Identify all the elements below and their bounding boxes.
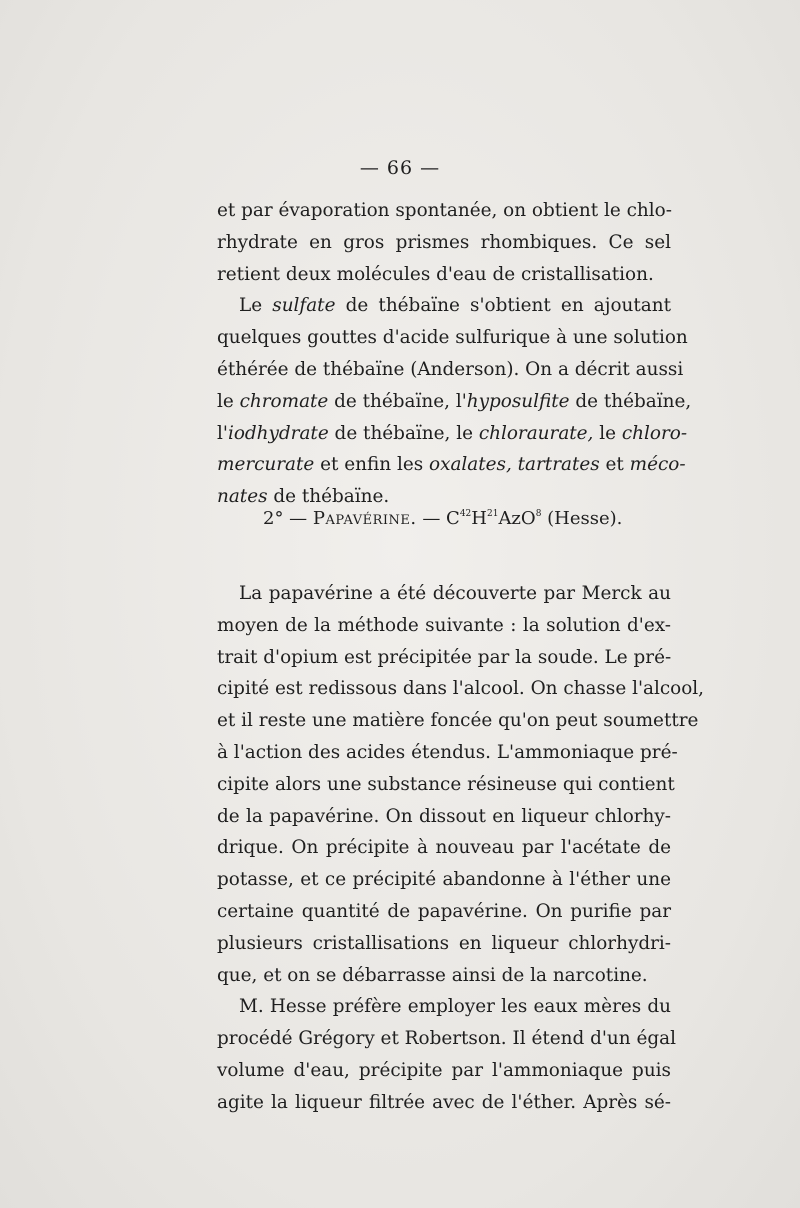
text-run: cipite alors une substance résineuse qui contient xyxy=(217,773,675,795)
italic-term: iodhydrate xyxy=(227,422,329,444)
formula-part: C xyxy=(446,508,460,529)
italic-term: chloraurate, xyxy=(478,422,594,444)
text-line xyxy=(217,610,671,642)
text-line xyxy=(217,801,671,833)
text-line xyxy=(217,928,671,960)
text-run: Le xyxy=(239,295,273,317)
text-line xyxy=(217,960,671,992)
text-line xyxy=(217,290,671,322)
text-run: potasse, et ce précipité abandonne à l'éther une xyxy=(217,869,671,891)
text-run: de thébaïne s'obtient en ajoutant xyxy=(335,295,671,317)
text-line xyxy=(217,354,684,386)
text-run: certaine quantité de papavérine. On purifie par xyxy=(217,900,671,922)
text-run: rhydrate en gros prismes rhombiques. Ce sel xyxy=(217,231,671,253)
italic-term: nates xyxy=(217,486,268,508)
text-run: moyen de la méthode suivante : la solution d'ex- xyxy=(217,614,671,636)
text-line xyxy=(217,1087,671,1119)
text-run: de thébaïne, xyxy=(569,390,692,412)
italic-term: sulfate xyxy=(272,295,336,317)
text-run: procédé Grégory et Robertson. Il étend d'un égal xyxy=(217,1028,676,1050)
text-run: trait d'opium est précipitée par la soude. Le pré- xyxy=(217,646,672,668)
formula-part: AzO xyxy=(498,508,536,529)
formula-part: H xyxy=(471,508,487,529)
text-run: volume d'eau, précipite par l'ammoniaque puis xyxy=(217,1059,671,1081)
text-line xyxy=(217,991,671,1023)
text-run: plusieurs cristallisations en liqueur chlorhydri- xyxy=(217,932,671,954)
text-line xyxy=(217,418,688,450)
text-run: de thébaïne, le xyxy=(328,422,479,444)
text-line xyxy=(217,259,671,291)
heading-dash: — xyxy=(283,508,313,529)
text-run: et par évaporation spontanée, on obtient le chlo- xyxy=(217,200,672,221)
text-line xyxy=(217,227,671,259)
text-run: agite la liqueur filtrée avec de l'éther. Après sé- xyxy=(217,1091,671,1113)
heading-title: Papavérine. xyxy=(312,508,417,529)
text-run: à l'action des acides étendus. L'ammoniaque pré- xyxy=(217,741,678,763)
text-run: et enfin les xyxy=(314,454,429,476)
text-run: que, et on se débarrasse ainsi de la narcotine. xyxy=(217,964,648,986)
formula-part: 8 xyxy=(535,509,542,519)
italic-term: chloro- xyxy=(621,422,688,444)
text-run: La papavérine a été découverte par Merck au xyxy=(239,583,671,604)
text-line xyxy=(217,195,671,227)
text-run: cipité est redissous dans l'alcool. On chasse l'alcool, xyxy=(217,678,705,700)
text-run: le xyxy=(217,390,240,412)
text-run: de thébaïne, l' xyxy=(328,390,467,412)
text-run: et il reste une matière foncée qu'on peut soumettre xyxy=(217,710,699,732)
text-block-papaverine xyxy=(217,578,705,1119)
chemical-formula xyxy=(446,508,541,529)
text-run: éthérée de thébaïne (Anderson). On a décrit aussi xyxy=(217,358,684,380)
formula-part: 21 xyxy=(486,509,499,519)
italic-term: oxalates, tartrates xyxy=(429,454,600,476)
text-run: le xyxy=(593,422,622,444)
text-run: retient deux molécules d'eau de cristallisation. xyxy=(217,263,654,285)
heading-number: 2° xyxy=(263,508,284,529)
formula-part: 42 xyxy=(459,509,472,519)
text-run: l' xyxy=(217,422,228,444)
text-line xyxy=(217,449,686,481)
page-number: — 66 — xyxy=(359,157,441,179)
text-line xyxy=(217,896,671,928)
heading-source: (Hesse). xyxy=(541,508,623,529)
text-line xyxy=(217,673,705,705)
text-line xyxy=(217,578,671,610)
italic-term: hyposulfite xyxy=(466,390,570,412)
text-line xyxy=(217,1023,676,1055)
text-line xyxy=(217,737,678,769)
text-run: et xyxy=(599,454,630,476)
text-run: de la papavérine. On dissout en liqueur chlorhy- xyxy=(217,805,671,827)
text-line xyxy=(217,705,699,737)
text-line xyxy=(217,386,692,418)
text-run: quelques gouttes d'acide sulfurique à une solution xyxy=(217,327,688,349)
text-run: de thébaïne. xyxy=(267,486,390,508)
text-line xyxy=(217,769,675,801)
text-block-thebaine xyxy=(217,195,692,513)
text-line xyxy=(217,864,671,896)
italic-term: mercurate xyxy=(217,454,315,476)
italic-term: méco- xyxy=(629,454,686,476)
text-line xyxy=(217,322,688,354)
section-heading-papaverine xyxy=(263,508,622,529)
text-line xyxy=(217,832,671,864)
text-line xyxy=(217,642,671,674)
italic-term: chromate xyxy=(239,390,329,412)
text-run: drique. On précipite à nouveau par l'acétate de xyxy=(217,837,671,859)
text-run: M. Hesse préfère employer les eaux mères du xyxy=(239,996,671,1018)
text-line xyxy=(217,1055,671,1087)
heading-formula-dash: — xyxy=(416,508,447,529)
